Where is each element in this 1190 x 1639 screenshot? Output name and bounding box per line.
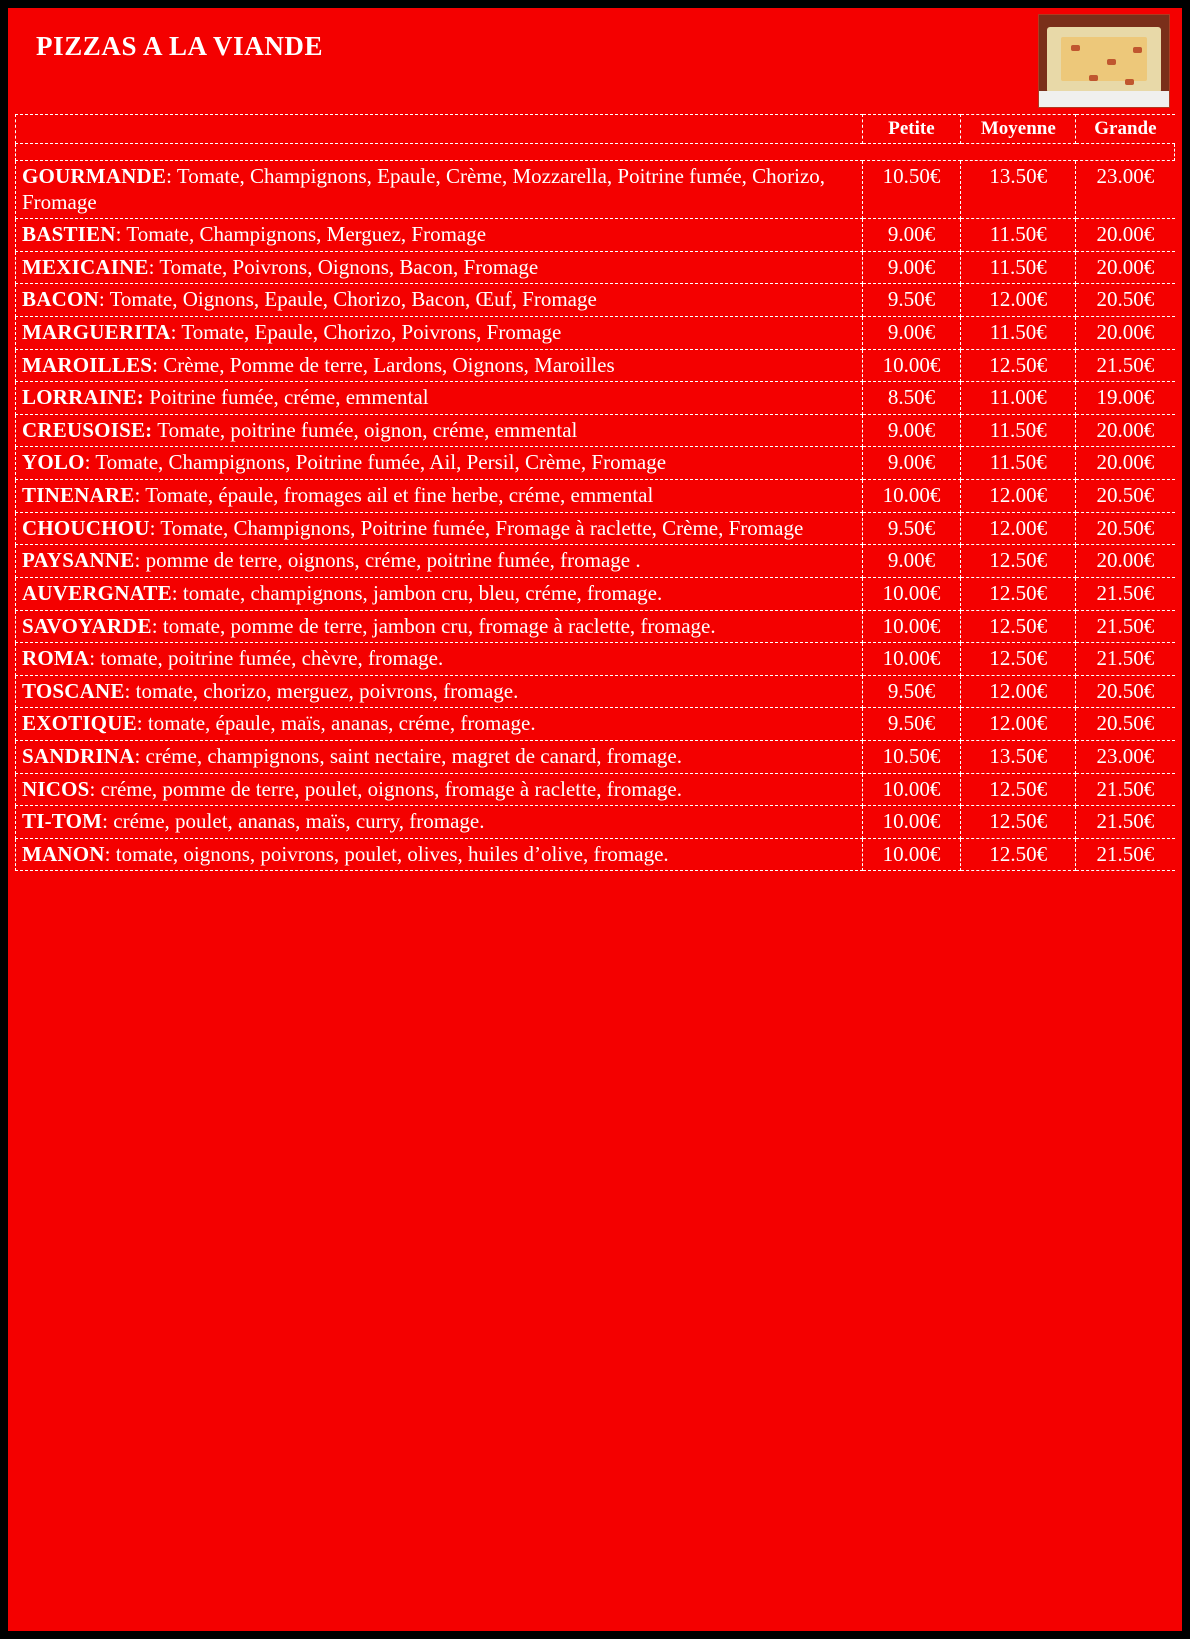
price-petite: 8.50€ bbox=[862, 382, 961, 415]
table-row bbox=[16, 806, 1175, 839]
price-moyenne: 12.50€ bbox=[961, 349, 1076, 382]
pizza-ingredients: Tomate, Epaule, Chorizo, Poivrons, Fromage bbox=[181, 320, 562, 345]
price-moyenne: 12.00€ bbox=[961, 675, 1076, 708]
pizza-photo-bit bbox=[1089, 75, 1098, 81]
pizza-name-separator: : bbox=[98, 287, 110, 312]
pizza-ingredients: tomate, pomme de terre, jambon cru, fromage à raclette, fromage. bbox=[162, 613, 716, 638]
pizza-photo-plate bbox=[1039, 91, 1169, 107]
price-grande: 20.00€ bbox=[1076, 447, 1175, 480]
price-grande: 23.00€ bbox=[1076, 161, 1175, 219]
price-grande: 21.50€ bbox=[1076, 349, 1175, 382]
pizza-description-cell bbox=[16, 610, 863, 643]
price-grande: 20.50€ bbox=[1076, 512, 1175, 545]
pizza-ingredients: Tomate, épaule, fromages ail et fine herbe, créme, emmental bbox=[145, 483, 654, 508]
price-petite: 10.00€ bbox=[862, 610, 961, 643]
pizza-name: SAVOYARDE bbox=[22, 613, 152, 638]
pizza-name-separator: : bbox=[124, 678, 136, 703]
price-grande: 20.50€ bbox=[1076, 480, 1175, 513]
price-grande: 20.00€ bbox=[1076, 414, 1175, 447]
table-spacer-row bbox=[16, 144, 1175, 161]
table-row bbox=[16, 838, 1175, 871]
pizza-name: TINENARE bbox=[22, 483, 135, 508]
pizza-photo-crust bbox=[1047, 27, 1161, 93]
pizza-name-separator: : bbox=[170, 320, 182, 345]
pizza-description-cell bbox=[16, 284, 863, 317]
pizza-description-cell bbox=[16, 161, 863, 219]
price-petite: 9.50€ bbox=[862, 284, 961, 317]
price-grande: 20.50€ bbox=[1076, 675, 1175, 708]
price-petite: 9.50€ bbox=[862, 675, 961, 708]
pizza-name: CHOUCHOU bbox=[22, 515, 150, 540]
price-grande: 20.00€ bbox=[1076, 251, 1175, 284]
price-grande: 20.00€ bbox=[1076, 317, 1175, 350]
pizza-price-table bbox=[15, 114, 1175, 871]
page-header bbox=[8, 8, 1182, 114]
pizza-ingredients: tomate, épaule, maïs, ananas, créme, fromage. bbox=[147, 711, 536, 736]
pizza-photo-bit bbox=[1071, 45, 1080, 51]
price-moyenne: 11.50€ bbox=[961, 251, 1076, 284]
pizza-name-separator: : bbox=[136, 711, 148, 736]
price-moyenne: 11.50€ bbox=[961, 317, 1076, 350]
pizza-name-separator: : bbox=[89, 646, 101, 671]
price-petite: 10.00€ bbox=[862, 349, 961, 382]
table-spacer bbox=[16, 144, 1175, 161]
price-grande: 20.50€ bbox=[1076, 708, 1175, 741]
pizza-name: EXOTIQUE bbox=[22, 711, 137, 736]
pizza-ingredients: tomate, oignons, poivrons, poulet, olives, huiles d’olive, fromage. bbox=[115, 841, 669, 866]
table-header-row bbox=[16, 115, 1175, 144]
pizza-photo-bit bbox=[1107, 59, 1116, 65]
price-grande: 21.50€ bbox=[1076, 773, 1175, 806]
table-row bbox=[16, 284, 1175, 317]
pizza-description-cell bbox=[16, 447, 863, 480]
pizza-description-cell bbox=[16, 773, 863, 806]
pizza-ingredients: tomate, poitrine fumée, chèvre, fromage. bbox=[100, 646, 444, 671]
pizza-name-separator: : bbox=[171, 580, 183, 605]
table-row bbox=[16, 382, 1175, 415]
price-petite: 10.00€ bbox=[862, 838, 961, 871]
pizza-name: TI-TOM bbox=[22, 809, 103, 834]
pizza-name-separator: : bbox=[166, 164, 177, 188]
column-header-description bbox=[16, 115, 863, 144]
pizza-description-cell bbox=[16, 349, 863, 382]
price-petite: 10.50€ bbox=[862, 740, 961, 773]
price-moyenne: 12.00€ bbox=[961, 512, 1076, 545]
column-header-grande: Grande bbox=[1076, 115, 1175, 144]
table-row bbox=[16, 577, 1175, 610]
price-moyenne: 11.50€ bbox=[961, 447, 1076, 480]
pizza-ingredients: Tomate, Champignons, Poitrine fumée, Fromage à raclette, Crème, Fromage bbox=[160, 515, 804, 540]
pizza-name: MAROILLES bbox=[22, 352, 153, 377]
pizza-description-cell bbox=[16, 480, 863, 513]
pizza-description-cell bbox=[16, 806, 863, 839]
table-row bbox=[16, 643, 1175, 676]
price-moyenne: 12.50€ bbox=[961, 545, 1076, 578]
price-moyenne: 12.00€ bbox=[961, 480, 1076, 513]
pizza-name: PAYSANNE bbox=[22, 548, 135, 573]
pizza-description-cell bbox=[16, 675, 863, 708]
price-moyenne: 12.50€ bbox=[961, 577, 1076, 610]
price-petite: 9.00€ bbox=[862, 545, 961, 578]
price-moyenne: 13.50€ bbox=[961, 740, 1076, 773]
pizza-name-separator: : bbox=[134, 548, 146, 573]
pizza-name: TOSCANE bbox=[22, 678, 125, 703]
column-header-petite: Petite bbox=[862, 115, 961, 144]
pizza-description-cell bbox=[16, 317, 863, 350]
price-petite: 10.00€ bbox=[862, 577, 961, 610]
table-row bbox=[16, 708, 1175, 741]
pizza-ingredients: tomate, champignons, jambon cru, bleu, créme, fromage. bbox=[182, 580, 663, 605]
pizza-name-separator: : bbox=[134, 743, 146, 768]
table-row bbox=[16, 610, 1175, 643]
pizza-name-separator: : bbox=[84, 450, 96, 475]
price-grande: 20.00€ bbox=[1076, 545, 1175, 578]
price-moyenne: 11.50€ bbox=[961, 414, 1076, 447]
pizza-name-separator: : bbox=[151, 613, 163, 638]
pizza-description-cell bbox=[16, 545, 863, 578]
pizza-name: BACON bbox=[22, 287, 99, 312]
price-moyenne: 12.50€ bbox=[961, 610, 1076, 643]
pizza-name: NICOS bbox=[22, 776, 90, 801]
price-moyenne: 12.50€ bbox=[961, 643, 1076, 676]
table-row bbox=[16, 161, 1175, 219]
pizza-ingredients: Tomate, poitrine fumée, oignon, créme, emmental bbox=[157, 417, 578, 442]
pizza-ingredients: Poitrine fumée, créme, emmental bbox=[149, 385, 429, 410]
pizza-name-separator: : bbox=[89, 776, 101, 801]
pizza-ingredients: pomme de terre, oignons, créme, poitrine fumée, fromage . bbox=[145, 548, 641, 573]
pizza-photo bbox=[1038, 14, 1170, 108]
price-moyenne: 12.50€ bbox=[961, 838, 1076, 871]
pizza-ingredients: créme, poulet, ananas, maïs, curry, fromage. bbox=[113, 809, 485, 834]
pizza-description-cell bbox=[16, 414, 863, 447]
price-grande: 21.50€ bbox=[1076, 577, 1175, 610]
pizza-name: CREUSOISE: bbox=[22, 417, 153, 442]
price-petite: 9.00€ bbox=[862, 414, 961, 447]
price-grande: 21.50€ bbox=[1076, 610, 1175, 643]
pizza-ingredients: créme, pomme de terre, poulet, oignons, fromage à raclette, fromage. bbox=[100, 776, 682, 801]
pizza-description-cell bbox=[16, 643, 863, 676]
table-row bbox=[16, 219, 1175, 252]
price-grande: 20.00€ bbox=[1076, 219, 1175, 252]
pizza-name: ROMA bbox=[22, 646, 90, 671]
table-row bbox=[16, 480, 1175, 513]
price-petite: 9.50€ bbox=[862, 512, 961, 545]
pizza-description-cell bbox=[16, 740, 863, 773]
price-petite: 9.00€ bbox=[862, 317, 961, 350]
price-moyenne: 12.50€ bbox=[961, 806, 1076, 839]
price-moyenne: 12.50€ bbox=[961, 773, 1076, 806]
table-row bbox=[16, 512, 1175, 545]
price-petite: 9.50€ bbox=[862, 708, 961, 741]
pizza-name-separator: : bbox=[149, 515, 161, 540]
pizza-ingredients: tomate, chorizo, merguez, poivrons, fromage. bbox=[135, 678, 519, 703]
column-header-moyenne: Moyenne bbox=[961, 115, 1076, 144]
table-row bbox=[16, 773, 1175, 806]
pizza-name: SANDRINA bbox=[22, 743, 135, 768]
price-grande: 20.50€ bbox=[1076, 284, 1175, 317]
pizza-name-separator: : bbox=[102, 809, 114, 834]
pizza-name-separator: : bbox=[115, 222, 127, 247]
pizza-photo-bit bbox=[1133, 47, 1142, 53]
pizza-name: BASTIEN bbox=[22, 222, 116, 247]
pizza-description-cell bbox=[16, 251, 863, 284]
page-title: PIZZAS A LA VIANDE bbox=[36, 31, 324, 61]
pizza-photo-bit bbox=[1125, 79, 1134, 85]
price-moyenne: 11.50€ bbox=[961, 219, 1076, 252]
price-grande: 21.50€ bbox=[1076, 838, 1175, 871]
table-row bbox=[16, 740, 1175, 773]
pizza-ingredients: Tomate, Champignons, Epaule, Crème, Mozzarella, Poitrine fumée, Chorizo, Fromage bbox=[22, 164, 826, 214]
price-petite: 10.00€ bbox=[862, 806, 961, 839]
price-grande: 21.50€ bbox=[1076, 806, 1175, 839]
price-grande: 19.00€ bbox=[1076, 382, 1175, 415]
pizza-name: AUVERGNATE bbox=[22, 580, 172, 605]
price-moyenne: 11.00€ bbox=[961, 382, 1076, 415]
price-petite: 10.50€ bbox=[862, 161, 961, 219]
price-grande: 23.00€ bbox=[1076, 740, 1175, 773]
pizza-description-cell bbox=[16, 577, 863, 610]
pizza-description-cell bbox=[16, 708, 863, 741]
pizza-ingredients: Tomate, Champignons, Merguez, Fromage bbox=[126, 222, 487, 247]
pizza-name: MARGUERITA bbox=[22, 320, 171, 345]
price-petite: 10.00€ bbox=[862, 773, 961, 806]
price-grande: 21.50€ bbox=[1076, 643, 1175, 676]
pizza-name-separator: : bbox=[152, 352, 164, 377]
table-row bbox=[16, 251, 1175, 284]
pizza-name: LORRAINE: bbox=[22, 385, 144, 410]
pizza-description-cell bbox=[16, 219, 863, 252]
pizza-name-separator: : bbox=[148, 254, 160, 279]
pizza-ingredients: Tomate, Champignons, Poitrine fumée, Ail, Persil, Crème, Fromage bbox=[95, 450, 667, 475]
price-petite: 9.00€ bbox=[862, 251, 961, 284]
price-petite: 9.00€ bbox=[862, 219, 961, 252]
pizza-name: YOLO bbox=[22, 450, 85, 475]
price-moyenne: 12.00€ bbox=[961, 284, 1076, 317]
pizza-ingredients: Tomate, Poivrons, Oignons, Bacon, Fromage bbox=[159, 254, 539, 279]
pizza-name: MANON bbox=[22, 841, 105, 866]
table-row bbox=[16, 675, 1175, 708]
price-petite: 10.00€ bbox=[862, 643, 961, 676]
pizza-name: MEXICAINE bbox=[22, 254, 149, 279]
table-row bbox=[16, 447, 1175, 480]
price-moyenne: 12.00€ bbox=[961, 708, 1076, 741]
pizza-name-separator: : bbox=[104, 841, 116, 866]
table-row bbox=[16, 317, 1175, 350]
price-petite: 9.00€ bbox=[862, 447, 961, 480]
pizza-description-cell bbox=[16, 382, 863, 415]
pizza-name: GOURMANDE bbox=[22, 164, 167, 188]
pizza-name-separator: : bbox=[134, 483, 146, 508]
price-petite: 10.00€ bbox=[862, 480, 961, 513]
table-row bbox=[16, 349, 1175, 382]
pizza-description-cell bbox=[16, 838, 863, 871]
pizza-ingredients: créme, champignons, saint nectaire, magret de canard, fromage. bbox=[145, 743, 682, 768]
pizza-description-cell bbox=[16, 512, 863, 545]
pizza-ingredients: Crème, Pomme de terre, Lardons, Oignons, Maroilles bbox=[163, 352, 615, 377]
pizza-ingredients: Tomate, Oignons, Epaule, Chorizo, Bacon, Œuf, Fromage bbox=[109, 287, 597, 312]
table-row bbox=[16, 545, 1175, 578]
table-body bbox=[16, 144, 1175, 871]
pizza-photo-topping bbox=[1061, 37, 1147, 81]
price-moyenne: 13.50€ bbox=[961, 161, 1076, 219]
table-row bbox=[16, 414, 1175, 447]
